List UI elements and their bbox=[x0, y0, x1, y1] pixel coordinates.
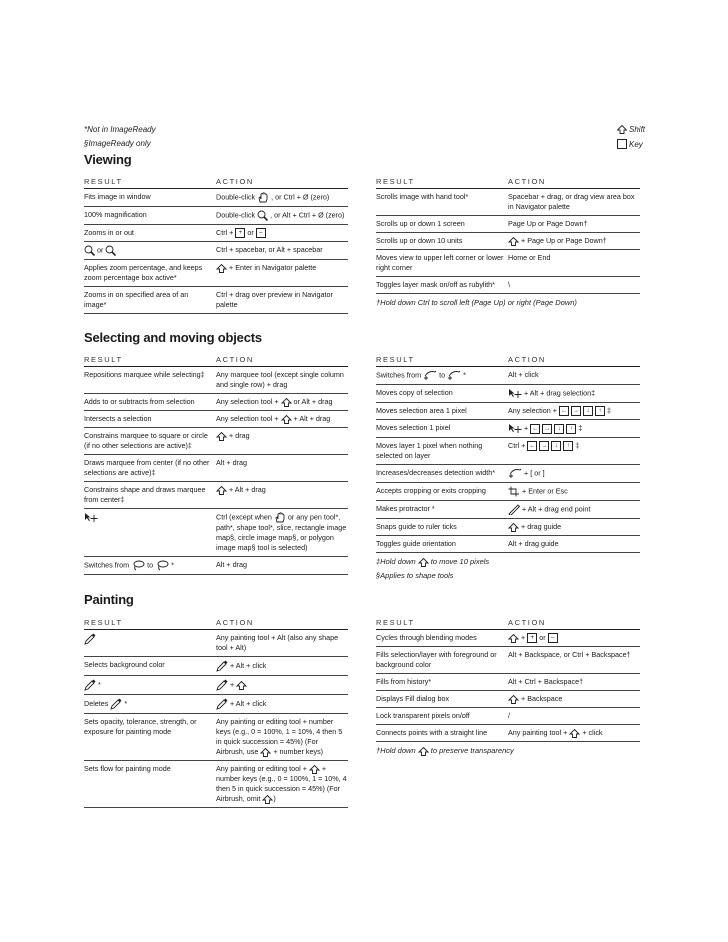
action-cell: Ctrl + + or – bbox=[216, 228, 348, 238]
action-cell: + Alt + click bbox=[216, 660, 348, 672]
action-cell: Alt + drag guide bbox=[508, 539, 559, 549]
action-cell: Double-click , or Alt + Ctrl + Ø (zero) bbox=[216, 210, 345, 220]
header-result: RESULT bbox=[84, 618, 123, 627]
result-cell: Moves copy of selection bbox=[376, 388, 453, 397]
magnetic-lasso-icon bbox=[447, 370, 461, 381]
table-row bbox=[376, 189, 640, 216]
table-header bbox=[84, 350, 348, 367]
viewing-right-table bbox=[376, 172, 640, 308]
result-cell: Makes protractor * bbox=[376, 504, 435, 514]
table-row bbox=[84, 557, 348, 575]
action-cell: + + or – bbox=[508, 633, 640, 643]
action-cell: Alt + drag bbox=[216, 458, 247, 467]
action-cell: Ctrl + drag over preview in Navigator palette bbox=[216, 290, 333, 310]
table-row bbox=[84, 394, 348, 411]
result-cell: Switches from to * bbox=[84, 560, 174, 570]
result-cell: Fits image in window bbox=[84, 192, 151, 201]
action-cell: Double-click , or Ctrl + Ø (zero) bbox=[216, 192, 330, 202]
table-row bbox=[376, 216, 640, 233]
crop-tool-icon bbox=[508, 486, 520, 497]
action-cell: Any painting tool + + click bbox=[508, 728, 603, 738]
hand-tool-icon bbox=[274, 512, 286, 523]
table-row bbox=[84, 225, 348, 242]
table-row bbox=[376, 465, 640, 483]
result-cell: Scrolls up or down 1 screen bbox=[376, 219, 465, 228]
legend-key bbox=[617, 139, 643, 149]
header-action: ACTION bbox=[216, 355, 254, 364]
result-cell: Zooms in or out bbox=[84, 228, 134, 237]
shift-arrow-icon bbox=[508, 634, 519, 643]
keycap-icon: → bbox=[541, 443, 548, 450]
result-cell: Deletes * bbox=[84, 698, 216, 710]
result-cell: Scrolls image with hand tool* bbox=[376, 192, 469, 201]
action-cell: + Alt + drag end point bbox=[508, 504, 640, 515]
eyedropper-icon bbox=[84, 679, 96, 691]
header-result: RESULT bbox=[376, 355, 415, 364]
shift-arrow-icon bbox=[260, 748, 271, 757]
table-row bbox=[84, 714, 348, 761]
zoom-tool-icon bbox=[105, 245, 116, 256]
eyedropper-icon bbox=[216, 660, 228, 672]
table-header bbox=[376, 350, 640, 367]
keycap-icon: → bbox=[544, 425, 551, 432]
table-row bbox=[84, 630, 348, 657]
keycap-icon: ↓ bbox=[583, 406, 593, 416]
action-cell: + Enter or Esc bbox=[508, 486, 640, 497]
keycap-icon: ↓ bbox=[554, 424, 564, 434]
shift-arrow-icon bbox=[216, 264, 227, 273]
action-cell: Home or End bbox=[508, 253, 551, 262]
action-cell: Spacebar + drag, or drag view area box in Navigator palette bbox=[508, 192, 635, 211]
result-cell: Applies zoom percentage, and keeps zoom percentage box active* bbox=[84, 263, 203, 283]
header-action: ACTION bbox=[216, 618, 254, 627]
table-row bbox=[84, 482, 348, 509]
shift-arrow-icon bbox=[216, 432, 227, 441]
result-cell: Intersects a selection bbox=[84, 414, 152, 423]
result-cell: Fills selection/layer with foreground or background color bbox=[376, 650, 497, 670]
table-row bbox=[376, 385, 640, 403]
header-result: RESULT bbox=[84, 177, 123, 186]
result-cell: Toggles layer mask on/off as rubylith* bbox=[376, 280, 495, 289]
note-imageready-only: §ImageReady only bbox=[84, 139, 151, 148]
table-row bbox=[84, 695, 348, 714]
action-cell: Any selection tool + + Alt + drag bbox=[216, 414, 331, 423]
table-row bbox=[84, 189, 348, 207]
lasso-tool-icon bbox=[155, 560, 169, 571]
selecting-left-table bbox=[84, 350, 348, 575]
action-cell: Ctrl + spacebar, or Alt + spacebar bbox=[216, 245, 323, 255]
result-cell: Zooms in on specified area of an image* bbox=[84, 290, 189, 310]
table-row bbox=[84, 260, 348, 287]
shift-arrow-icon bbox=[418, 558, 429, 567]
action-cell: + drag guide bbox=[508, 522, 640, 532]
action-cell: + Enter in Navigator palette bbox=[216, 263, 348, 283]
result-cell: * bbox=[84, 679, 216, 691]
action-cell: + Alt + drag selection‡ bbox=[508, 388, 640, 399]
section-title-painting: Painting bbox=[84, 592, 134, 607]
action-cell: Ctrl + ← → ↓ ↑ ‡ bbox=[508, 441, 580, 451]
result-cell bbox=[84, 633, 216, 653]
result-cell: Cycles through blending modes bbox=[376, 633, 477, 642]
result-cell: Lock transparent pixels on/off bbox=[376, 711, 470, 721]
table-footnote: ‡Hold down to move 10 pixels bbox=[376, 557, 490, 567]
action-cell: Any painting tool + Alt (also any shape tool + Alt) bbox=[216, 633, 339, 652]
zoom-tool-icon bbox=[84, 245, 95, 256]
table-row bbox=[376, 501, 640, 519]
move-tool-icon bbox=[508, 388, 522, 399]
shift-arrow-icon bbox=[262, 795, 273, 804]
shift-arrow-icon bbox=[216, 486, 227, 495]
legend-shift bbox=[617, 125, 645, 134]
table-row bbox=[376, 725, 640, 742]
result-cell: Moves selection 1 pixel bbox=[376, 423, 451, 433]
eyedropper-icon bbox=[110, 698, 122, 710]
action-cell: Ctrl (except when or any pen tool*, path*, shape tool*, slice, rectangle image map§, circle image map§, or polygon image map§ tool is selected) bbox=[216, 512, 347, 552]
header-result: RESULT bbox=[376, 618, 415, 627]
table-footnote: †Hold down to preserve transparency bbox=[376, 746, 514, 756]
legend-key-label: Key bbox=[629, 139, 643, 149]
action-cell: + Alt + click bbox=[216, 698, 348, 710]
header-result: RESULT bbox=[376, 177, 415, 186]
magnetic-lasso-icon bbox=[423, 370, 437, 381]
table-row bbox=[84, 657, 348, 676]
table-row bbox=[84, 207, 348, 225]
result-cell: Constrains marquee to square or circle (if no other selections are active)‡ bbox=[84, 431, 208, 450]
keycap-icon: → bbox=[572, 408, 579, 415]
table-footnote: §Applies to shape tools bbox=[376, 571, 454, 581]
keycap-icon: – bbox=[548, 633, 558, 643]
result-cell: Connects points with a straight line bbox=[376, 728, 488, 738]
eyedropper-icon bbox=[216, 698, 228, 710]
table-header bbox=[376, 172, 640, 189]
viewing-left-table bbox=[84, 172, 348, 314]
keycap-icon: + bbox=[235, 228, 245, 238]
result-cell: Adds to or subtracts from selection bbox=[84, 397, 195, 406]
header-action: ACTION bbox=[508, 177, 546, 186]
eyedropper-icon bbox=[84, 633, 96, 645]
section-title-viewing: Viewing bbox=[84, 152, 132, 167]
table-row bbox=[376, 674, 640, 691]
action-cell: Any painting or editing tool + number keys (e.g., 0 = 100%, 1 = 10%, 4 then 5 in quick succession = 45%) (For Airbrush, use + number keys) bbox=[216, 717, 343, 756]
table-row bbox=[376, 438, 640, 465]
table-row bbox=[376, 367, 640, 385]
table-row bbox=[376, 536, 640, 553]
result-cell: Snaps guide to ruler ticks bbox=[376, 522, 457, 532]
table-row bbox=[376, 708, 640, 725]
action-cell: / bbox=[508, 711, 510, 721]
measure-tool-icon bbox=[508, 504, 520, 515]
shift-arrow-icon bbox=[617, 125, 627, 134]
table-header bbox=[376, 613, 640, 630]
keycap-icon: ← bbox=[560, 408, 567, 415]
painting-left-table bbox=[84, 613, 348, 808]
table-header bbox=[84, 172, 348, 189]
result-cell: Toggles guide orientation bbox=[376, 539, 456, 549]
result-cell: Accepts cropping or exits cropping bbox=[376, 486, 486, 496]
keycap-icon: – bbox=[256, 228, 266, 238]
table-row bbox=[376, 630, 640, 647]
shift-arrow-icon bbox=[281, 415, 292, 424]
shift-arrow-icon bbox=[569, 729, 580, 738]
table-row bbox=[376, 691, 640, 708]
table-row bbox=[84, 411, 348, 428]
result-cell: Sets flow for painting mode bbox=[84, 764, 171, 773]
keycap-icon: ← bbox=[532, 425, 539, 432]
table-row bbox=[376, 250, 640, 277]
painting-right-table bbox=[376, 613, 640, 756]
action-cell: Any selection + ← → ↓ ↑ ‡ bbox=[508, 406, 611, 415]
result-cell: Repositions marquee while selecting‡ bbox=[84, 370, 205, 379]
table-row bbox=[84, 676, 348, 695]
result-cell: Switches from to * bbox=[376, 370, 466, 380]
table-row bbox=[376, 403, 640, 420]
result-cell: Moves layer 1 pixel when nothing selected on layer bbox=[376, 441, 483, 461]
result-cell: Moves view to upper left corner or lower right corner bbox=[376, 253, 504, 272]
table-row bbox=[376, 647, 640, 674]
keycap-icon: ↑ bbox=[566, 424, 576, 434]
header-result: RESULT bbox=[84, 355, 123, 364]
shift-arrow-icon bbox=[309, 765, 320, 774]
eyedropper-icon bbox=[216, 679, 228, 691]
hand-tool-icon bbox=[257, 192, 269, 203]
shift-arrow-icon bbox=[508, 523, 519, 532]
table-row bbox=[84, 428, 348, 455]
selecting-right-table bbox=[376, 350, 640, 581]
action-cell: + bbox=[216, 679, 348, 691]
action-cell: + drag bbox=[216, 431, 348, 451]
zoom-tool-icon bbox=[257, 210, 268, 221]
table-row bbox=[84, 287, 348, 314]
action-cell: Any marquee tool (except single column and single row) + drag bbox=[216, 370, 344, 389]
action-cell: + Page Up or Page Down† bbox=[508, 236, 640, 246]
header-action: ACTION bbox=[216, 177, 254, 186]
action-cell: Any selection tool + or Alt + drag bbox=[216, 397, 333, 406]
shift-arrow-icon bbox=[508, 695, 519, 704]
table-row bbox=[376, 277, 640, 294]
result-cell: Constrains shape and draws marquee from center‡ bbox=[84, 485, 206, 504]
table-row bbox=[376, 420, 640, 438]
result-cell: Displays Fill dialog box bbox=[376, 694, 450, 704]
keycap-icon: ↓ bbox=[551, 441, 561, 451]
table-row bbox=[376, 483, 640, 501]
note-not-imageready: *Not in ImageReady bbox=[84, 125, 156, 134]
table-footnote: †Hold down Ctrl to scroll left (Page Up) or right (Page Down) bbox=[376, 298, 577, 307]
table-row bbox=[84, 509, 348, 557]
header-action: ACTION bbox=[508, 618, 546, 627]
move-tool-icon bbox=[84, 512, 98, 523]
table-row bbox=[84, 242, 348, 260]
shift-arrow-icon bbox=[418, 747, 429, 756]
action-cell: Alt + click bbox=[508, 370, 539, 379]
result-cell: Selects background color bbox=[84, 660, 165, 669]
action-cell: Alt + drag bbox=[216, 560, 247, 569]
result-cell: Fills from history* bbox=[376, 677, 432, 687]
action-cell: + Alt + drag bbox=[216, 485, 348, 505]
shift-arrow-icon bbox=[508, 237, 519, 246]
result-cell: Draws marquee from center (if no other selections are active)‡ bbox=[84, 458, 210, 477]
action-cell: Page Up or Page Down† bbox=[508, 219, 588, 228]
result-cell: Moves selection area 1 pixel bbox=[376, 406, 467, 415]
lasso-tool-icon bbox=[131, 560, 145, 571]
table-row bbox=[84, 761, 348, 808]
action-cell: \ bbox=[508, 280, 510, 289]
table-row bbox=[376, 519, 640, 536]
table-row bbox=[84, 455, 348, 482]
move-tool-icon bbox=[508, 423, 522, 434]
keycap-icon: + bbox=[527, 633, 537, 643]
action-cell: + ← → ↓ ↑ ‡ bbox=[508, 423, 640, 434]
legend-shift-label: Shift bbox=[629, 125, 646, 134]
shift-arrow-icon bbox=[281, 398, 292, 407]
action-cell: Alt + Backspace, or Ctrl + Backspace† bbox=[508, 650, 631, 660]
action-cell: + [ or ] bbox=[508, 468, 640, 479]
magnetic-lasso-icon bbox=[508, 468, 522, 479]
action-cell: Alt + Ctrl + Backspace† bbox=[508, 677, 584, 687]
table-row bbox=[376, 233, 640, 250]
action-cell: Any painting or editing tool + + number keys (e.g., 0 = 100%, 1 = 10%, 4 then 5 in quick succession = 45%) (For Airbrush, omit ) bbox=[216, 764, 347, 803]
header-action: ACTION bbox=[508, 355, 546, 364]
result-cell: Sets opacity, tolerance, strength, or exposure for painting mode bbox=[84, 717, 197, 736]
keycap-icon: ↑ bbox=[595, 406, 605, 416]
result-cell: Scrolls up or down 10 units bbox=[376, 236, 463, 245]
section-title-selecting: Selecting and moving objects bbox=[84, 330, 262, 345]
table-row bbox=[84, 367, 348, 394]
result-cell: Increases/decreases detection width* bbox=[376, 468, 496, 478]
result-cell: 100% magnification bbox=[84, 210, 147, 219]
keycap-icon: ← bbox=[529, 443, 536, 450]
result-cell: or bbox=[84, 245, 216, 256]
key-icon bbox=[617, 139, 627, 149]
shift-arrow-icon bbox=[236, 681, 247, 690]
result-cell bbox=[84, 512, 216, 553]
keycap-icon: ↑ bbox=[563, 441, 573, 451]
table-header bbox=[84, 613, 348, 630]
action-cell: + Backspace bbox=[508, 694, 640, 704]
